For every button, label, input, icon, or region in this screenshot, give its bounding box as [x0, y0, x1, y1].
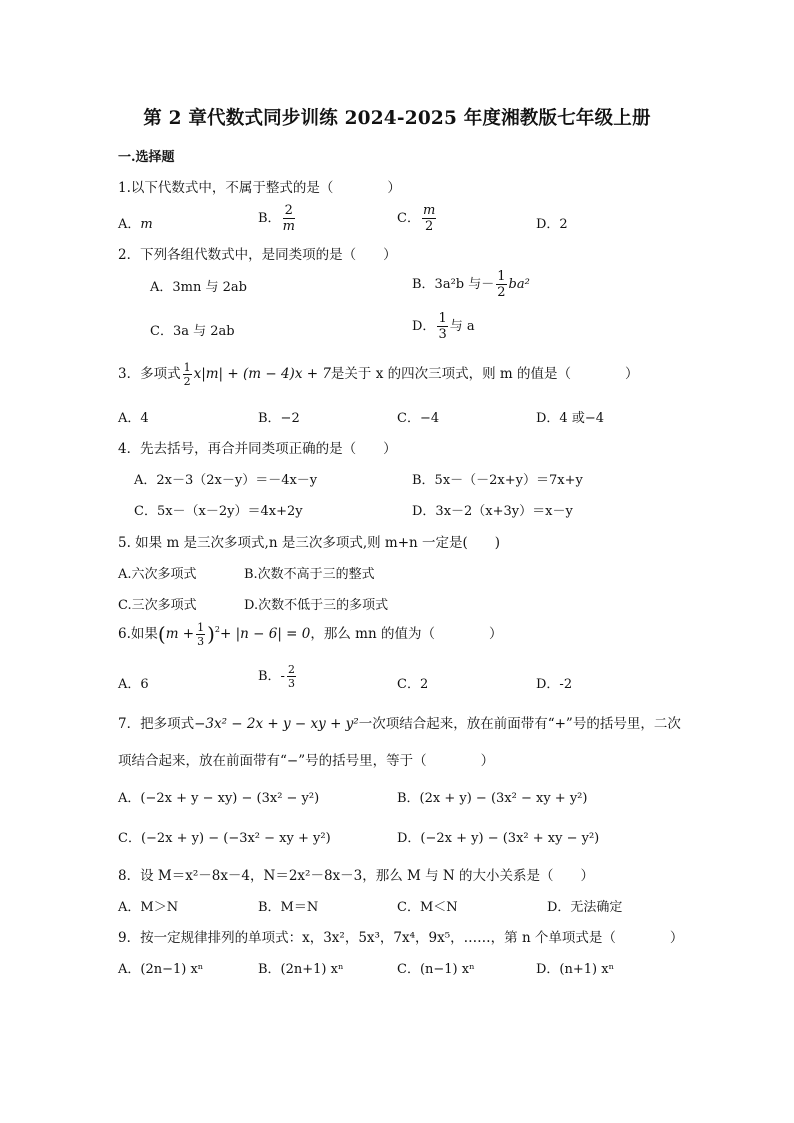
q2-option-b: B．3a²b 与－ $\frac{1}{2}$ ba² — [412, 269, 530, 300]
q5-option-c: C.三次多项式 — [118, 598, 197, 613]
q4-option-a: A．2x－3（2x－y）＝－4x－y — [134, 473, 318, 488]
question-6-stem: 6.如果(m + $\frac{1}{3}$ )$^2$+ |n − 6| = 0，那么 mn 的值为（ ） — [118, 621, 503, 648]
q6-option-b: B．- $\frac{2}{3}$ — [258, 663, 295, 690]
q7-option-a: A．(−2x + y − xy) − (3x² − y²) — [118, 791, 320, 806]
question-2-stem: 2．下列各组代数式中，是同类项的是（ ） — [118, 247, 397, 263]
q7-option-c: C．(−2x + y) − (−3x² − xy + y²) — [118, 831, 331, 846]
q8-option-b: B．M＝N — [258, 900, 319, 915]
question-5-stem: 5. 如果 m 是三次多项式,n 是三次多项式,则 m+n 一定是( ) — [118, 535, 501, 551]
q7-option-b: B．(2x + y) − (3x² − xy + y²) — [397, 791, 588, 806]
question-3-stem: 3．多项式 $\frac{1}{2}$ x|m| + (m − 4)x + 7是关于 x 的四次三项式，则 m 的值是（ ） — [118, 361, 639, 388]
question-7-stem-line-2: 项结合起来，放在前面带有“−”号的括号里，等于（ ） — [118, 753, 495, 769]
q9-option-c: C．(n−1) xⁿ — [397, 962, 475, 977]
q6-option-a: A．6 — [118, 677, 149, 692]
q8-option-d: D．无法确定 — [547, 900, 623, 915]
q4-option-d: D．3x－2（x+3y）＝x－y — [412, 504, 573, 519]
q2-option-c: C．3a 与 2ab — [150, 324, 235, 339]
q5-option-b: B.次数不高于三的整式 — [244, 567, 375, 582]
q4-option-b: B．5x－（－2x+y）＝7x+y — [412, 473, 583, 488]
q4-option-c: C．5x－（x－2y）＝4x+2y — [134, 504, 303, 519]
q1-option-d: D．2 — [536, 217, 568, 232]
q6-option-c: C．2 — [397, 677, 429, 692]
q5-option-d: D.次数不低于三的多项式 — [244, 598, 389, 613]
q9-option-d: D．(n+1) xⁿ — [536, 962, 615, 977]
q3-option-d: D．4 或−4 — [536, 411, 604, 426]
q3-option-a: A．4 — [118, 411, 149, 426]
q6-option-d: D．-2 — [536, 677, 573, 692]
q2-option-a: A．3mn 与 2ab — [150, 280, 247, 295]
q1-option-c: C． $\frac{m}{2}$ — [397, 203, 436, 234]
q1-option-b: B． $\frac{2}{m}$ — [258, 203, 295, 234]
q3-option-b: B．−2 — [258, 411, 300, 426]
q9-option-b: B．(2n+1) xⁿ — [258, 962, 344, 977]
q2-option-d: D． $\frac{1}{3}$ 与 a — [412, 311, 475, 342]
q3-option-c: C．−4 — [397, 411, 440, 426]
q5-option-a: A.六次多项式 — [118, 567, 197, 582]
q8-option-c: C．M＜N — [397, 900, 458, 915]
question-4-stem: 4．先去括号，再合并同类项正确的是（ ） — [118, 441, 397, 457]
q7-option-d: D．(−2x + y) − (3x² + xy − y²) — [397, 831, 600, 846]
q9-option-a: A．(2n−1) xⁿ — [118, 962, 204, 977]
question-1-stem: 1.以下代数式中，不属于整式的是（ ） — [118, 180, 401, 196]
question-8-stem: 8．设 M＝x²－8x－4，N＝2x²－8x－3，那么 M 与 N 的大小关系是（ ） — [118, 868, 595, 884]
question-9-stem: 9．按一定规律排列的单项式：x，3x²，5x³，7x⁴，9x⁵，……，第 n 个单项式是（ ） — [118, 930, 684, 946]
q8-option-a: A．M＞N — [118, 900, 179, 915]
question-7-stem-line-1: 7．把多项式−3x² − 2x + y − xy + y²一次项结合起来，放在前面带有“+”号的括号里，二次 — [118, 716, 681, 732]
q1-option-a: A．m — [118, 217, 153, 232]
page-title: 第 2 章代数式同步训练 2024-2025 年度湘教版七年级上册 — [143, 108, 651, 129]
section-heading: 一.选择题 — [118, 150, 175, 165]
